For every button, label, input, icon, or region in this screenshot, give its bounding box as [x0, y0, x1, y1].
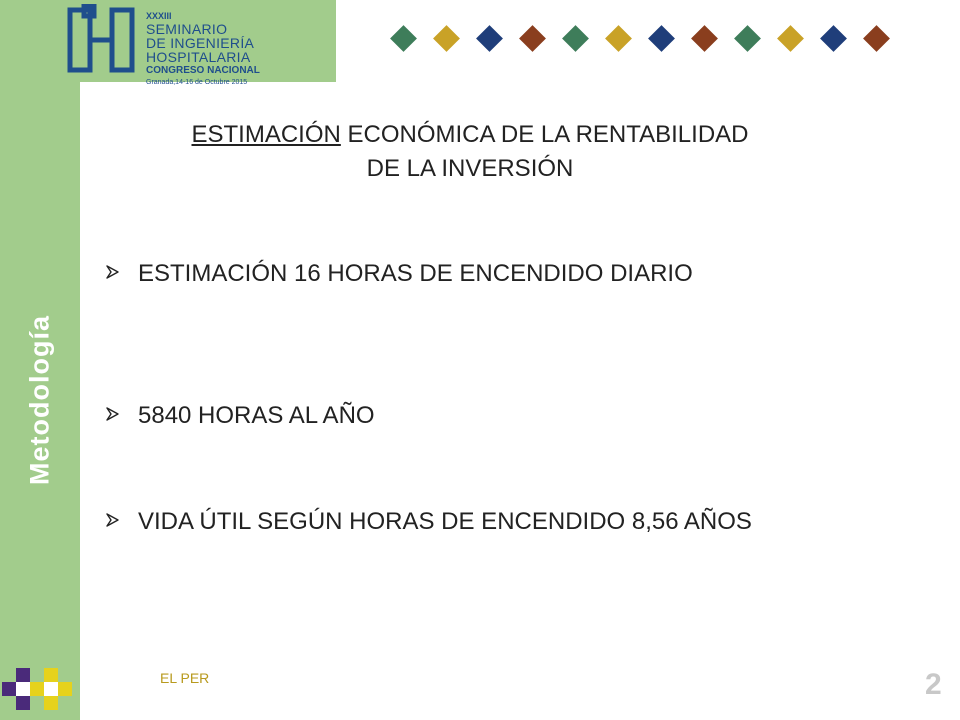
- diamond-icon: [390, 25, 417, 52]
- bullet-text: 5840 HORAS AL AÑO: [138, 402, 375, 429]
- logo-line1: SEMINARIO: [146, 21, 228, 37]
- logo-text: [146, 12, 260, 86]
- diamond-icon: [476, 25, 503, 52]
- footer-text: EL PER: [160, 670, 210, 686]
- conference-logo: [62, 4, 332, 86]
- decorative-diamond-row: [388, 25, 908, 55]
- bullet-text: VIDA ÚTIL SEGÚN HORAS DE ENCENDIDO 8,56 AÑOS: [138, 508, 752, 535]
- section-title: Metodología: [24, 315, 55, 485]
- diamond-icon: [648, 25, 675, 52]
- page-number: 2: [925, 668, 942, 701]
- logo-line5: Granada,14-16 de Octubre 2015: [146, 79, 248, 86]
- slide-title-rest: ECONÓMICA DE LA RENTABILIDAD: [340, 121, 749, 148]
- arrow-bullet-icon: [105, 265, 119, 279]
- arrow-bullet-icon: [105, 513, 119, 527]
- bullet-text: ESTIMACIÓN 16 HORAS DE ENCENDIDO DIARIO: [138, 260, 693, 287]
- logo-edition: XXXIII: [146, 11, 172, 21]
- diamond-icon: [863, 25, 890, 52]
- slide-title-line2: DE LA INVERSIÓN: [366, 155, 574, 182]
- logo-line2: DE INGENIERÍA: [146, 35, 255, 51]
- diamond-icon: [519, 25, 546, 52]
- logo-line4: CONGRESO NACIONAL: [146, 65, 260, 76]
- list-item: [105, 258, 845, 290]
- diamond-icon: [562, 25, 589, 52]
- diamond-icon: [820, 25, 847, 52]
- list-item: [105, 400, 845, 432]
- diamond-icon: [605, 25, 632, 52]
- arrow-bullet-icon: [105, 407, 119, 421]
- diamond-icon: [777, 25, 804, 52]
- slide-title: [90, 118, 850, 186]
- slide-title-underlined: ESTIMACIÓN: [191, 121, 341, 148]
- diamond-icon: [433, 25, 460, 52]
- logo-emblem-icon: [62, 4, 142, 78]
- list-item: [105, 506, 845, 538]
- diamond-icon: [734, 25, 761, 52]
- diamond-icon: [691, 25, 718, 52]
- corner-cross-icon: [2, 668, 76, 718]
- logo-line3: HOSPITALARIA: [146, 49, 251, 65]
